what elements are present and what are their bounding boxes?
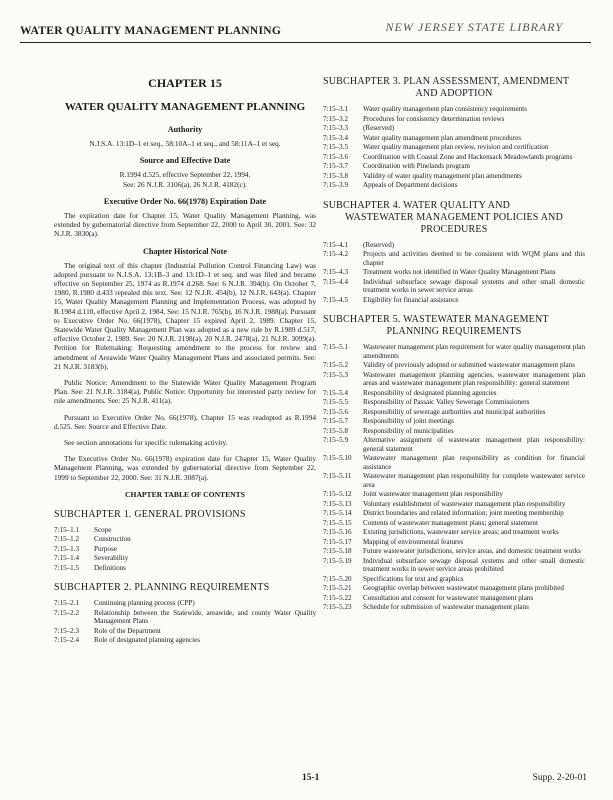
toc-section-title: Appeals of Department decisions [363, 181, 458, 189]
toc-section-title: Future wastewater jurisdictions, service areas, and domestic treatment works [363, 547, 581, 555]
toc-row [54, 599, 316, 608]
toc-row [323, 278, 585, 295]
toc-section-title: Responsibility of sewerage authorities and municipal authorities [363, 407, 546, 416]
subchapter-5-title-line-2: PLANNING REQUIREMENTS [386, 326, 522, 337]
toc-row [323, 603, 585, 612]
supplement-date: Supp. 2-20-01 [532, 773, 587, 783]
toc-section-title: Purpose [94, 544, 117, 553]
toc-row [323, 490, 585, 499]
toc-section-title: Individual subsurface sewage disposal systems and other small domestic treatment works in sewer service areas prohibited [363, 556, 585, 573]
toc-section-title: Role of designated planning agencies [94, 636, 200, 645]
chapter-name: WATER QUALITY MANAGEMENT PLANNING [64, 101, 306, 113]
toc-row [323, 371, 585, 388]
toc-section-title: Definitions [94, 563, 126, 572]
subchapter-2-title: SUBCHAPTER 2. PLANNING REQUIREMENTS [54, 582, 270, 594]
toc-section-number: 7:15–5.16 [323, 528, 352, 536]
subchapter-3-title-line-2: AND ADOPTION [415, 88, 493, 99]
toc-section-number: 7:15–5.5 [323, 398, 349, 406]
toc-row [323, 181, 585, 190]
toc-section-title: Schedule for submission of wastewater management plans [363, 603, 529, 611]
toc-section-title: Construction [94, 535, 131, 544]
toc-row [323, 528, 585, 537]
toc-section-number: 7:15–5.8 [323, 426, 349, 435]
page-number: 15-1 [302, 773, 320, 783]
toc-row [323, 584, 585, 593]
toc-section-number: 7:15–5.1 [323, 343, 349, 351]
right-column [323, 70, 585, 622]
toc-section-title: (Reserved) [363, 240, 395, 249]
toc-section-number: 7:15–3.1 [323, 105, 349, 113]
toc-section-number: 7:15–5.18 [323, 547, 352, 555]
subchapter-3-list [323, 105, 585, 190]
toc-section-number: 7:15–5.14 [323, 509, 352, 517]
toc-section-title: Treatment works not identified in Water Quality Management Plans [363, 268, 556, 276]
toc-section-title: Water quality management plan consistency requirements [363, 105, 527, 113]
toc-section-title: Responsibility of Passaic Valley Sewerage Commissioners [363, 398, 530, 406]
toc-section-number: 7:15–4.2 [323, 250, 349, 258]
eo-text: The expiration date for Chapter 15, Water Quality Management Planning, was extended by gubernatorial directive from September 22, 2000 to April 30, 2001. See: 32 N.J.R. 3830(a). [54, 210, 316, 239]
toc-section-number: 7:15–2.2 [54, 608, 80, 617]
toc-section-number: 7:15–3.3 [323, 124, 349, 132]
toc-section-title: Eligibility for financial assistance [363, 295, 459, 304]
toc-section-number: 7:15–5.17 [323, 537, 352, 546]
toc-row [323, 575, 585, 584]
toc-section-title: Wastewater management plan responsibility as condition for financial assistance [363, 454, 585, 471]
toc-section-number: 7:15–5.2 [323, 361, 349, 369]
toc-section-number: 7:15–5.12 [323, 490, 352, 498]
toc-row [323, 472, 585, 489]
toc-section-number: 7:15–1.3 [54, 544, 80, 553]
toc-section-number: 7:15–2.4 [54, 636, 80, 645]
toc-section-title: Coordination with Coastal Zone and Hackensack Meadowlands programs [363, 152, 573, 161]
toc-row [323, 454, 585, 471]
toc-section-title: Mapping of environmental features [363, 537, 464, 546]
subchapter-4-list [323, 241, 585, 305]
toc-row [54, 554, 316, 563]
toc-row [323, 105, 585, 114]
toc-row [54, 545, 316, 554]
source-text-1: R.1994 d.525, effective September 22, 1994. [119, 170, 251, 180]
toc-section-number: 7:15–5.13 [323, 499, 352, 508]
toc-section-title: Contents of wastewater management plans; general statement [363, 518, 538, 527]
toc-section-title: Alternative assignment of wastewater management plan responsibility: general statement [363, 436, 585, 453]
toc-row [323, 172, 585, 181]
toc-section-title: Responsibility of municipalities [363, 426, 454, 435]
toc-section-title: Validity of water quality management plan amendments [363, 171, 522, 180]
toc-section-number: 7:15–3.6 [323, 152, 349, 161]
toc-row [323, 538, 585, 547]
toc-section-title: Continuing planning process (CPP) [94, 599, 195, 608]
toc-section-title: Joint wastewater management plan responsibility [363, 490, 503, 498]
eo-heading: Executive Order No. 66(1978) Expiration Date [103, 196, 267, 206]
history-paragraph-1: The original text of this chapter (Industrial Pollution Control Financing Law) was adopted pursuant to N.J.S.A. 13:1B–3 and 13:1D–1 et seq. and was filed and became effective on September 25, 1974 as R.1974 d.268. See: 6 N.J.R. 394(b). On October 7, 1980, R.1980 d.433 repealed this text. See: 12 N.J.R. 454(b), 12 N.J.R. 643(a). Chapter 15, Water Quality Management Planning and Implementation Process, was adopted by R.1984 d.110, effective April 2, 1984. See: 15 N.J.R. 765(b), 16 N.J.R. 1988(a). Pursuant to Executive Order No. 66(1978), Chapter 15 expired April 2, 1989. Chapter 15, Statewide Water Quality Management Plan was adopted as a new rule by R.1989 d.517, effective October 2, 1989. See: 20 N.J.R. 2198(a), 20 N.J.R. 2478(a), 21 N.J.R. 3099(a). Petition for Rulemaking: Requesting amendment to the process for review and amendment of Areawide Water Quality Management Plans and associated permits. See: 21 N.J.R. 3183(b). [54, 260, 316, 371]
toc-section-number: 7:15–5.15 [323, 518, 352, 527]
toc-row [323, 427, 585, 436]
toc-section-title: Responsibility of designated planning agencies [363, 388, 497, 397]
subchapter-4-title-line-1: SUBCHAPTER 4. WATER QUALITY AND [323, 199, 511, 211]
toc-section-number: 7:15–1.1 [54, 525, 80, 534]
history-heading: Chapter Historical Note [143, 246, 227, 256]
toc-section-title: Water quality management plan amendment procedures [363, 133, 521, 142]
toc-row [323, 268, 585, 277]
toc-section-title: Geographic overlap between wastewater management plans prohibited [363, 584, 564, 592]
toc-section-number: 7:15–5.4 [323, 388, 349, 397]
toc-section-title: Validity of previously adopted or submitted wastewater management plans [363, 361, 575, 369]
history-paragraph-2: Public Notice: Amendment to the Statewide Water Quality Management Program Plan. See: 21 N.J.R. 3184(a). Public Notice: Opportunity for interested party review for rule amendments. See: 25 N.J.R. 411(a). [54, 377, 316, 406]
toc-row [323, 436, 585, 453]
toc-section-title: Procedures for consistency determination reviews [363, 114, 505, 123]
toc-row [323, 241, 585, 250]
toc-row [323, 519, 585, 528]
toc-section-number: 7:15–5.7 [323, 417, 349, 425]
history-paragraph-4: See section annotations for specific rulemaking activity. [64, 437, 228, 447]
toc-row [323, 162, 585, 171]
subchapter-3-title [323, 76, 585, 100]
toc-section-number: 7:15–3.8 [323, 171, 349, 180]
source-text-2: See: 26 N.J.R. 3106(a), 26 N.J.R. 4182(c). [122, 179, 248, 189]
subchapter-5-list [323, 343, 585, 612]
toc-row [54, 535, 316, 544]
toc-section-number: 7:15–1.5 [54, 563, 80, 572]
toc-section-number: 7:15–3.5 [323, 143, 349, 151]
toc-row [323, 547, 585, 556]
toc-section-number: 7:15–3.4 [323, 133, 349, 142]
toc-section-title: Severability [94, 554, 129, 563]
toc-section-number: 7:15–5.9 [323, 436, 349, 444]
toc-row [323, 361, 585, 370]
toc-heading: CHAPTER TABLE OF CONTENTS [125, 489, 245, 499]
toc-row [54, 627, 316, 636]
source-heading: Source and Effective Date [139, 156, 231, 166]
toc-section-title: (Reserved) [363, 124, 395, 132]
toc-row [323, 296, 585, 305]
subchapter-5-title [323, 314, 585, 338]
toc-row [54, 564, 316, 573]
toc-section-title: Role of the Department [94, 626, 161, 635]
subchapter-4-title-line-3: PROCEDURES [420, 223, 488, 235]
toc-section-title: Voluntary establishment of wastewater management plan responsibility [363, 499, 566, 508]
toc-section-title: Water quality management plan review, revision and certification [363, 143, 549, 151]
toc-section-number: 7:15–4.1 [323, 240, 349, 249]
toc-section-number: 7:15–3.9 [323, 181, 349, 189]
toc-row [54, 609, 316, 626]
subchapter-2-list [54, 599, 316, 645]
toc-row [54, 526, 316, 535]
toc-section-title: Responsibility of joint meetings [363, 417, 454, 425]
toc-section-title: Coordination with Pinelands program [363, 162, 470, 170]
toc-row [323, 143, 585, 152]
history-paragraph-5: The Executive Order No. 66(1978) expiration date for Chapter 15, Water Quality Management Planning, was extended by gubernatorial directive from September 22, 1999 to September 22, 2000. See: 31 N.J.R. 3087(a). [54, 454, 316, 482]
toc-section-number: 7:15–5.20 [323, 574, 352, 583]
toc-section-number: 7:15–5.10 [323, 454, 352, 462]
chapter-number: CHAPTER 15 [148, 76, 222, 90]
toc-section-title: District boundaries and related information; joint meeting membership [363, 509, 564, 517]
toc-section-title: Existing jurisdictions, wastewater service areas; and treatment works [363, 528, 559, 536]
toc-section-number: 7:15–5.22 [323, 593, 352, 602]
toc-section-number: 7:15–3.7 [323, 162, 349, 170]
toc-section-title: Wastewater management plan responsibility for complete wastewater service area [363, 472, 585, 489]
toc-section-number: 7:15–4.3 [323, 268, 349, 276]
toc-row [323, 343, 585, 360]
toc-section-title: Wastewater management planning agencies, wastewater management plan areas and wastewater management plan responsibility: general statement [363, 370, 585, 387]
toc-section-number: 7:15–5.11 [323, 472, 352, 480]
toc-section-number: 7:15–1.4 [54, 554, 80, 563]
toc-section-number: 7:15–3.2 [323, 114, 349, 123]
toc-row [323, 509, 585, 518]
toc-section-title: Projects and activities deemed to be consistent with WQM plans and this chapter [363, 250, 585, 267]
subchapter-4-title [323, 200, 585, 236]
toc-section-title: Wastewater management plan requirement for water quality management plan amendments [363, 343, 586, 360]
toc-section-number: 7:15–5.19 [323, 556, 352, 565]
toc-row [323, 115, 585, 124]
toc-row [323, 153, 585, 162]
toc-section-title: Scope [94, 525, 112, 534]
running-header [20, 20, 591, 43]
toc-section-title: Relationship between the Statewide, areawide, and county Water Quality Management Plans [94, 608, 316, 626]
toc-section-number: 7:15–5.23 [323, 603, 352, 611]
toc-section-number: 7:15–4.5 [323, 295, 349, 304]
authority-heading: Authority [167, 125, 203, 134]
toc-row [323, 417, 585, 426]
toc-section-number: 7:15–2.1 [54, 599, 80, 608]
running-title: WATER QUALITY MANAGEMENT PLANNING [20, 25, 282, 37]
toc-row [323, 398, 585, 407]
toc-section-number: 7:15–5.6 [323, 407, 349, 416]
toc-section-number: 7:15–5.21 [323, 584, 352, 592]
toc-row [323, 134, 585, 143]
subchapter-1-list [54, 526, 316, 573]
toc-row [323, 124, 585, 133]
toc-section-number: 7:15–5.3 [323, 370, 349, 379]
toc-section-number: 7:15–2.3 [54, 626, 80, 635]
toc-row [323, 250, 585, 267]
toc-row [323, 594, 585, 603]
subchapter-3-title-line-1: SUBCHAPTER 3. PLAN ASSESSMENT, AMENDMENT [323, 76, 570, 87]
toc-row [323, 557, 585, 574]
toc-section-title: Consultation and consent for wastewater management plans [363, 593, 534, 602]
authority-text: N.J.S.A. 13:1D–1 et seq., 58:10A–1 et seq., and 58:11A–1 et seq. [89, 139, 281, 148]
toc-row [54, 636, 316, 645]
subchapter-1-title: SUBCHAPTER 1. GENERAL PROVISIONS [54, 508, 246, 520]
history-paragraph-3: Pursuant to Executive Order No. 66(1978), Chapter 15 was readopted as R.1994 d.525. See: Source and Effective Date. [54, 412, 316, 431]
toc-row [323, 500, 585, 509]
toc-section-number: 7:15–1.2 [54, 535, 80, 544]
toc-section-title: Specifications for text and graphics [363, 574, 464, 583]
library-stamp: NEW JERSEY STATE LIBRARY [385, 20, 563, 34]
toc-row [323, 389, 585, 398]
toc-section-number: 7:15–4.4 [323, 277, 349, 286]
left-column [54, 70, 316, 655]
toc-row [323, 408, 585, 417]
subchapter-5-title-line-1: SUBCHAPTER 5. WASTEWATER MANAGEMENT [323, 314, 549, 325]
subchapter-4-title-line-2: WASTEWATER MANAGEMENT POLICIES AND [344, 211, 563, 223]
toc-section-title: Individual subsurface sewage disposal systems and other small domestic treatment works in sewer service areas [363, 277, 585, 294]
